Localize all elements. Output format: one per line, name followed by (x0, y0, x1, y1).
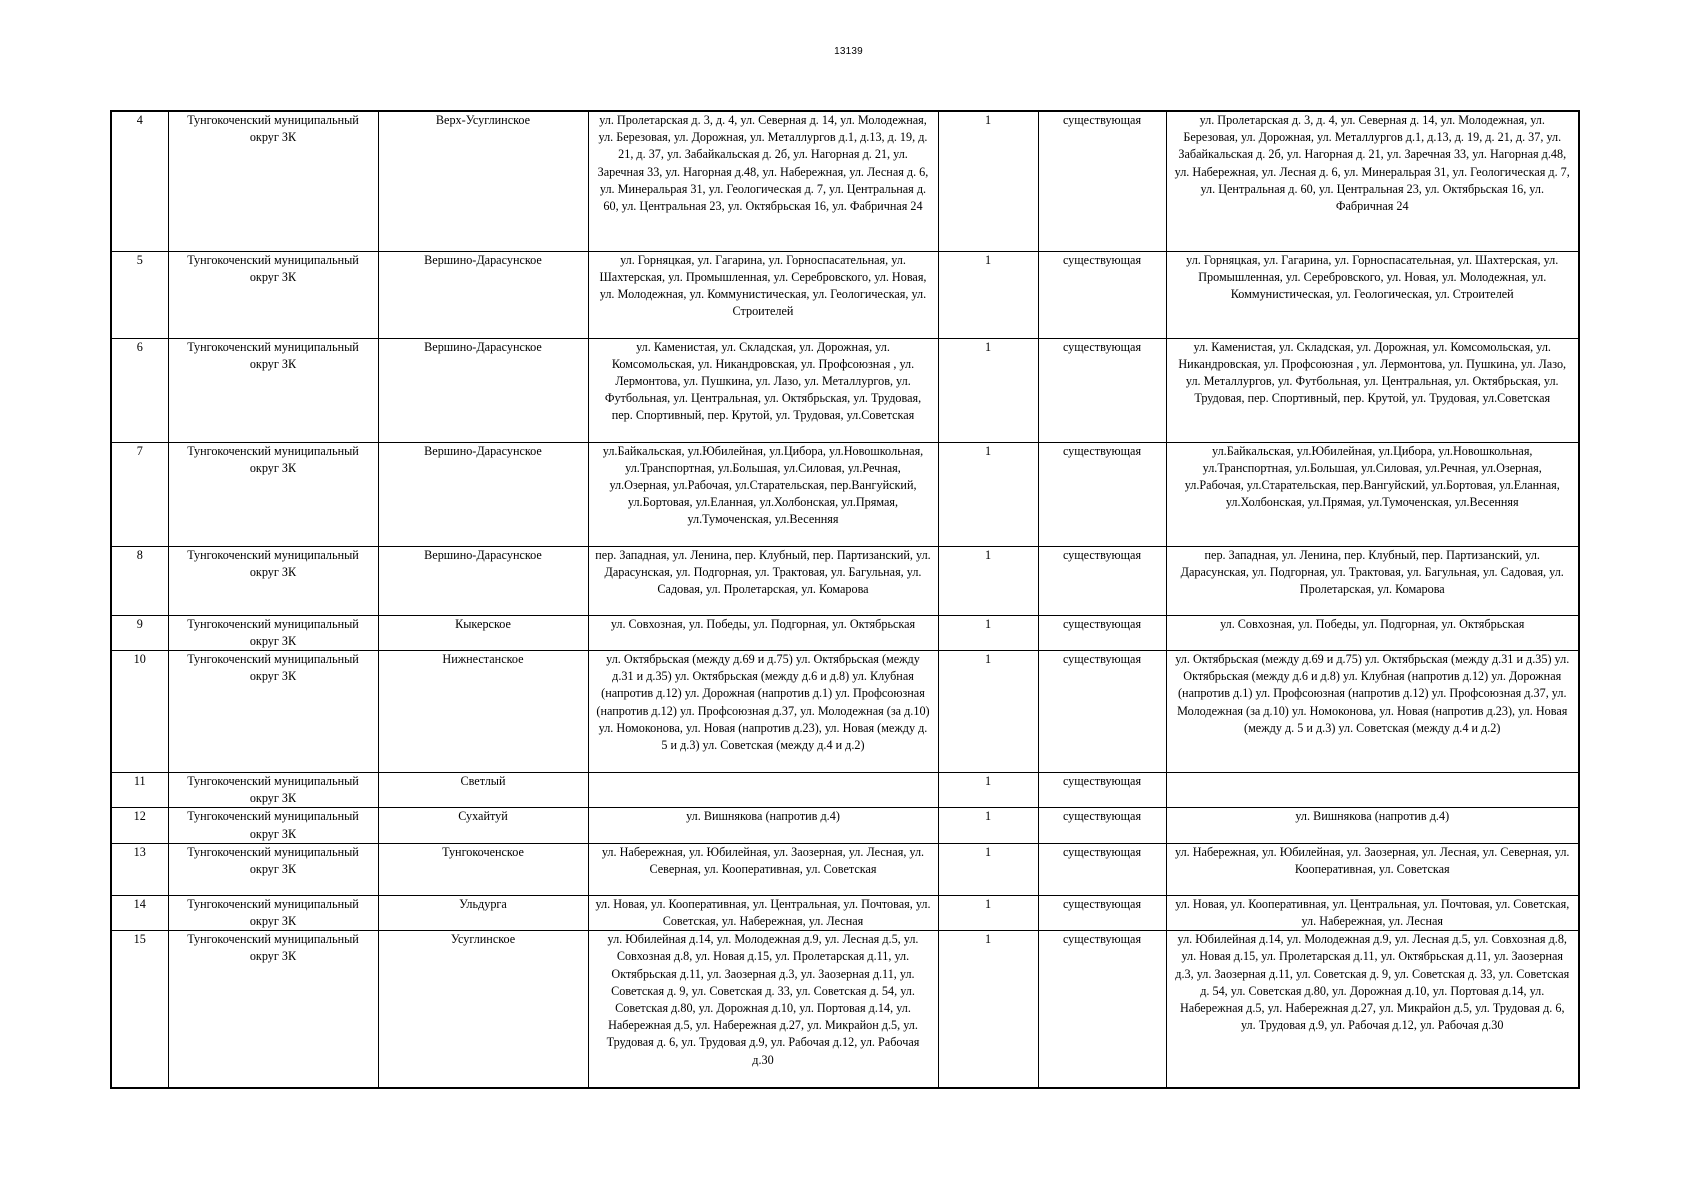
district-cell: Тунгокоченский муниципальный округ ЗК (168, 895, 378, 930)
table-row (111, 772, 1579, 807)
address-cell: ул. Пролетарская д. 3, д. 4, ул. Северная д. 14, ул. Молодежная, ул. Березовая, ул. Дорожная, ул. Металлургов д.1, д.13, д. 19, д. 21, д. 37, ул. Забайкальская д. 2б, ул. Нагорная д. 21, ул. Заречная 33, ул. Нагорная д.48, ул. Набережная, ул. Лесная д. 6, ул. Минеральрая 31, ул. Геологическая д. 7, ул. Центральная д. 60, ул. Центральная 23, ул. Октябрьская 16, ул. Фабричная 24 (588, 111, 938, 251)
status-cell: существующая (1038, 843, 1166, 895)
streets-cell: ул.Байкальская, ул.Юбилейная, ул.Цибора, ул.Новошкольная, ул.Транспортная, ул.Большая, ул.Силовая, ул.Речная, ул.Озерная, ул.Рабочая, ул.Старательская, пер.Вангуйский, ул.Бортовая, ул.Еланная, ул.Холбонская, ул.Прямая, ул.Тумоченская, ул.Весенняя (1166, 442, 1579, 546)
settlement-cell: Усуглинское (378, 931, 588, 1088)
row-number: 12 (111, 808, 168, 843)
status-cell: существующая (1038, 338, 1166, 442)
address-cell (588, 772, 938, 807)
streets-cell: ул. Вишнякова (напротив д.4) (1166, 808, 1579, 843)
streets-cell: ул. Октябрьская (между д.69 и д.75) ул. Октябрьская (между д.31 и д.35) ул. Октябрьская (между д.6 и д.8) ул. Клубная (напротив д.12) ул. Дорожная (напротив д.1) ул. Профсоюзная (напротив д.12) ул. Профсоюзная д.37, ул. Молодежная (за д.10) ул. Номоконова, ул. Новая (напротив д.23), ул. Новая (между д. 5 и д.3) ул. Советская (между д.4 и д.2) (1166, 650, 1579, 772)
row-number: 7 (111, 442, 168, 546)
table-row (111, 931, 1579, 1088)
table-row (111, 111, 1579, 251)
status-cell: существующая (1038, 808, 1166, 843)
count-cell: 1 (938, 251, 1038, 338)
row-number: 5 (111, 251, 168, 338)
table-row (111, 650, 1579, 772)
settlement-cell: Вершино-Дарасунское (378, 338, 588, 442)
row-number: 9 (111, 615, 168, 650)
settlement-cell: Тунгокоченское (378, 843, 588, 895)
count-cell: 1 (938, 895, 1038, 930)
address-cell: ул. Вишнякова (напротив д.4) (588, 808, 938, 843)
streets-cell: ул. Пролетарская д. 3, д. 4, ул. Северная д. 14, ул. Молодежная, ул. Березовая, ул. Дорожная, ул. Металлургов д.1, д.13, д. 19, д. 21, д. 37, ул. Забайкальская д. 2б, ул. Нагорная д. 21, ул. Заречная 33, ул. Нагорная д.48, ул. Набережная, ул. Лесная д. 6, ул. Минеральрая 31, ул. Геологическая д. 7, ул. Центральная д. 60, ул. Центральная 23, ул. Октябрьская 16, ул. Фабричная 24 (1166, 111, 1579, 251)
count-cell: 1 (938, 808, 1038, 843)
settlement-cell: Нижнестанское (378, 650, 588, 772)
row-number: 4 (111, 111, 168, 251)
count-cell: 1 (938, 843, 1038, 895)
status-cell: существующая (1038, 546, 1166, 615)
address-cell: пер. Западная, ул. Ленина, пер. Клубный, пер. Партизанский, ул. Дарасунская, ул. Подгорная, ул. Трактовая, ул. Багульная, ул. Садовая, ул. Пролетарская, ул. Комарова (588, 546, 938, 615)
streets-cell: ул. Юбилейная д.14, ул. Молодежная д.9, ул. Лесная д.5, ул. Совхозная д.8, ул. Новая д.15, ул. Пролетарская д.11, ул. Октябрьская д.11, ул. Заозерная д.3, ул. Заозерная д.11, ул. Советская д. 9, ул. Советская д. 33, ул. Советская д. 54, ул. Советская д.80, ул. Дорожная д.10, ул. Портовая д.14, ул. Набережная д.5, ул. Набережная д.27, ул. Микрайон д.5, ул. Трудовая д. 6, ул. Трудовая д.9, ул. Рабочая д.12, ул. Рабочая д.30 (1166, 931, 1579, 1088)
streets-cell: ул. Набережная, ул. Юбилейная, ул. Заозерная, ул. Лесная, ул. Северная, ул. Кооперативная, ул. Советская (1166, 843, 1579, 895)
settlement-cell: Светлый (378, 772, 588, 807)
district-cell: Тунгокоченский муниципальный округ ЗК (168, 615, 378, 650)
table-row (111, 808, 1579, 843)
settlement-cell: Кыкерское (378, 615, 588, 650)
table-row (111, 895, 1579, 930)
row-number: 6 (111, 338, 168, 442)
streets-cell (1166, 772, 1579, 807)
status-cell: существующая (1038, 650, 1166, 772)
row-number: 10 (111, 650, 168, 772)
district-cell: Тунгокоченский муниципальный округ ЗК (168, 843, 378, 895)
district-cell: Тунгокоченский муниципальный округ ЗК (168, 931, 378, 1088)
status-cell: существующая (1038, 895, 1166, 930)
district-cell: Тунгокоченский муниципальный округ ЗК (168, 772, 378, 807)
count-cell: 1 (938, 111, 1038, 251)
address-cell: ул. Набережная, ул. Юбилейная, ул. Заозерная, ул. Лесная, ул. Северная, ул. Кооперативная, ул. Советская (588, 843, 938, 895)
row-number: 11 (111, 772, 168, 807)
address-cell: ул. Горняцкая, ул. Гагарина, ул. Горноспасательная, ул. Шахтерская, ул. Промышленная, ул. Серебровского, ул. Новая, ул. Молодежная, ул. Коммунистическая, ул. Геологическая, ул. Строителей (588, 251, 938, 338)
table-row (111, 338, 1579, 442)
streets-cell: ул. Горняцкая, ул. Гагарина, ул. Горноспасательная, ул. Шахтерская, ул. Промышленная, ул. Серебровского, ул. Новая, ул. Молодежная, ул. Коммунистическая, ул. Геологическая, ул. Строителей (1166, 251, 1579, 338)
page-number: 13139 (834, 46, 863, 57)
row-number: 13 (111, 843, 168, 895)
district-cell: Тунгокоченский муниципальный округ ЗК (168, 808, 378, 843)
count-cell: 1 (938, 772, 1038, 807)
count-cell: 1 (938, 615, 1038, 650)
count-cell: 1 (938, 546, 1038, 615)
district-cell: Тунгокоченский муниципальный округ ЗК (168, 251, 378, 338)
settlement-cell: Сухайтуй (378, 808, 588, 843)
table-row (111, 442, 1579, 546)
district-cell: Тунгокоченский муниципальный округ ЗК (168, 111, 378, 251)
district-cell: Тунгокоченский муниципальный округ ЗК (168, 650, 378, 772)
table-row (111, 843, 1579, 895)
status-cell: существующая (1038, 615, 1166, 650)
status-cell: существующая (1038, 931, 1166, 1088)
count-cell: 1 (938, 338, 1038, 442)
count-cell: 1 (938, 650, 1038, 772)
count-cell: 1 (938, 442, 1038, 546)
containers-table (110, 110, 1580, 1089)
streets-cell: ул. Каменистая, ул. Складская, ул. Дорожная, ул. Комсомольская, ул. Никандровская, ул. Профсоюзная , ул. Лермонтова, ул. Пушкина, ул. Лазо, ул. Металлургов, ул. Футбольная, ул. Центральная, ул. Октябрьская, ул. Трудовая, пер. Спортивный, пер. Крутой, ул. Трудовая, ул.Советская (1166, 338, 1579, 442)
count-cell: 1 (938, 931, 1038, 1088)
district-cell: Тунгокоченский муниципальный округ ЗК (168, 546, 378, 615)
streets-cell: пер. Западная, ул. Ленина, пер. Клубный, пер. Партизанский, ул. Дарасунская, ул. Подгорная, ул. Трактовая, ул. Багульная, ул. Садовая, ул. Пролетарская, ул. Комарова (1166, 546, 1579, 615)
address-cell: ул. Каменистая, ул. Складская, ул. Дорожная, ул. Комсомольская, ул. Никандровская, ул. Профсоюзная , ул. Лермонтова, ул. Пушкина, ул. Лазо, ул. Металлургов, ул. Футбольная, ул. Центральная, ул. Октябрьская, ул. Трудовая, пер. Спортивный, пер. Крутой, ул. Трудовая, ул.Советская (588, 338, 938, 442)
row-number: 14 (111, 895, 168, 930)
settlement-cell: Вершино-Дарасунское (378, 251, 588, 338)
address-cell: ул. Новая, ул. Кооперативная, ул. Центральная, ул. Почтовая, ул. Советская, ул. Набережная, ул. Лесная (588, 895, 938, 930)
table-row (111, 546, 1579, 615)
row-number: 8 (111, 546, 168, 615)
address-cell: ул. Юбилейная д.14, ул. Молодежная д.9, ул. Лесная д.5, ул. Совхозная д.8, ул. Новая д.15, ул. Пролетарская д.11, ул. Октябрьская д.11, ул. Заозерная д.3, ул. Заозерная д.11, ул. Советская д. 9, ул. Советская д. 33, ул. Советская д. 54, ул. Советская д.80, ул. Дорожная д.10, ул. Портовая д.14, ул. Набережная д.5, ул. Набережная д.27, ул. Микрайон д.5, ул. Трудовая д. 6, ул. Трудовая д.9, ул. Рабочая д.12, ул. Рабочая д.30 (588, 931, 938, 1088)
table-row (111, 251, 1579, 338)
row-number: 15 (111, 931, 168, 1088)
address-cell: ул. Октябрьская (между д.69 и д.75) ул. Октябрьская (между д.31 и д.35) ул. Октябрьская (между д.6 и д.8) ул. Клубная (напротив д.12) ул. Дорожная (напротив д.1) ул. Профсоюзная (напротив д.12) ул. Профсоюзная д.37, ул. Молодежная (за д.10) ул. Номоконова, ул. Новая (напротив д.23), ул. Новая (между д. 5 и д.3) ул. Советская (между д.4 и д.2) (588, 650, 938, 772)
address-cell: ул.Байкальская, ул.Юбилейная, ул.Цибора, ул.Новошкольная, ул.Транспортная, ул.Большая, ул.Силовая, ул.Речная, ул.Озерная, ул.Рабочая, ул.Старательская, пер.Вангуйский, ул.Бортовая, ул.Еланная, ул.Холбонская, ул.Прямая, ул.Тумоченская, ул.Весенняя (588, 442, 938, 546)
status-cell: существующая (1038, 442, 1166, 546)
address-cell: ул. Совхозная, ул. Победы, ул. Подгорная, ул. Октябрьская (588, 615, 938, 650)
table-row (111, 615, 1579, 650)
settlement-cell: Верх-Усуглинское (378, 111, 588, 251)
status-cell: существующая (1038, 111, 1166, 251)
settlement-cell: Ульдурга (378, 895, 588, 930)
district-cell: Тунгокоченский муниципальный округ ЗК (168, 338, 378, 442)
settlement-cell: Вершино-Дарасунское (378, 546, 588, 615)
streets-cell: ул. Новая, ул. Кооперативная, ул. Центральная, ул. Почтовая, ул. Советская, ул. Набережная, ул. Лесная (1166, 895, 1579, 930)
status-cell: существующая (1038, 251, 1166, 338)
streets-cell: ул. Совхозная, ул. Победы, ул. Подгорная, ул. Октябрьская (1166, 615, 1579, 650)
status-cell: существующая (1038, 772, 1166, 807)
district-cell: Тунгокоченский муниципальный округ ЗК (168, 442, 378, 546)
settlement-cell: Вершино-Дарасунское (378, 442, 588, 546)
